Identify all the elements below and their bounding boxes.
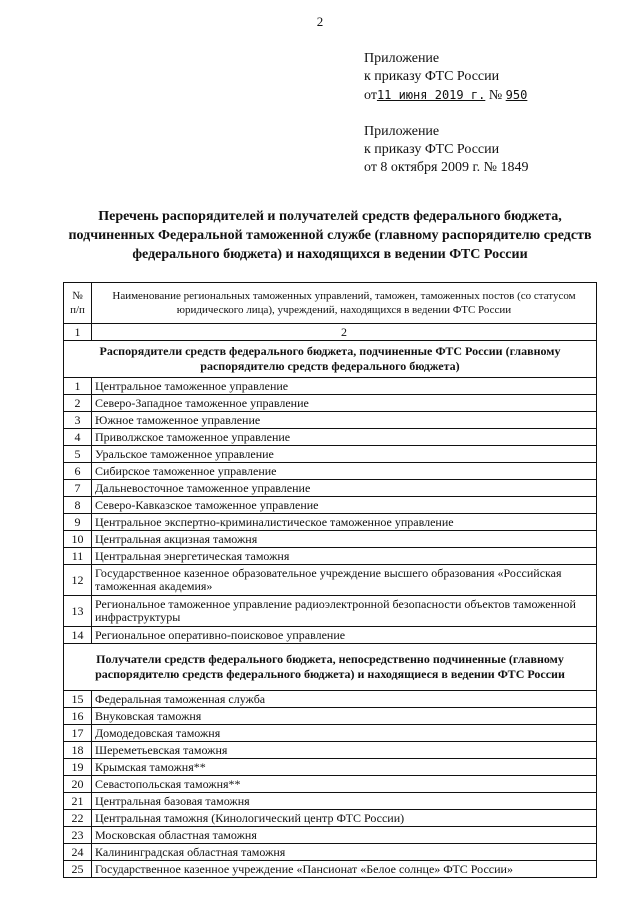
annex-date-prefix: от [364, 88, 377, 103]
section-heading-recipients: Получатели средств федерального бюджета, непосредственно подчиненные (главному распорядителю средств федерального бюджета) и находящиеся в ведении ФТС России [64, 644, 597, 691]
table-row [64, 497, 597, 514]
row-name: Южное таможенное управление [92, 412, 597, 429]
table-row [64, 776, 597, 793]
row-name: Центральная базовая таможня [92, 793, 597, 810]
document-title: Перечень распорядителей и получателей средств федерального бюджета, подчиненных Федеральной таможенной службе (главному распорядителю средств федерального бюджета) и находящихся в ведении ФТС России [68, 209, 592, 262]
row-name: Государственное казенное образовательное учреждение высшего образования «Российская таможенная академия» [92, 565, 597, 596]
row-number: 20 [64, 776, 92, 793]
row-name: Центральная таможня (Кинологический центр ФТС России) [92, 810, 597, 827]
col-num-1: 1 [64, 324, 92, 341]
annex-date: 11 июня 2019 г. [376, 88, 486, 102]
row-number: 3 [64, 412, 92, 429]
annex-current-title: Приложение [364, 51, 440, 66]
annex-number-prefix: № [488, 88, 503, 103]
table-row [64, 861, 597, 878]
row-number: 10 [64, 531, 92, 548]
table-row [64, 531, 597, 548]
table-row [64, 412, 597, 429]
row-name: Региональное оперативно-поисковое управление [92, 627, 597, 644]
table-row [64, 480, 597, 497]
row-number: 19 [64, 759, 92, 776]
table-row [64, 793, 597, 810]
row-name: Уральское таможенное управление [92, 446, 597, 463]
row-name: Федеральная таможенная служба [92, 691, 597, 708]
row-name: Северо-Кавказское таможенное управление [92, 497, 597, 514]
row-number: 22 [64, 810, 92, 827]
row-name: Государственное казенное учреждение «Пансионат «Белое солнце» ФТС России» [92, 861, 597, 878]
row-number: 6 [64, 463, 92, 480]
table-row [64, 378, 597, 395]
row-number: 23 [64, 827, 92, 844]
row-number: 13 [64, 596, 92, 627]
header-num: № п/п [64, 283, 92, 324]
row-number: 2 [64, 395, 92, 412]
row-name: Центральная энергетическая таможня [92, 548, 597, 565]
annex-current-order: к приказу ФТС России [364, 69, 500, 84]
row-number: 25 [64, 861, 92, 878]
table-row [64, 725, 597, 742]
table-row [64, 691, 597, 708]
row-name: Приволжское таможенное управление [92, 429, 597, 446]
row-name: Калининградская областная таможня [92, 844, 597, 861]
table-row [64, 627, 597, 644]
row-name: Московская областная таможня [92, 827, 597, 844]
row-number: 5 [64, 446, 92, 463]
table-row [64, 446, 597, 463]
table-row [64, 759, 597, 776]
table-row [64, 395, 597, 412]
row-name: Домодедовская таможня [92, 725, 597, 742]
row-name: Внуковская таможня [92, 708, 597, 725]
row-number: 21 [64, 793, 92, 810]
row-number: 15 [64, 691, 92, 708]
row-name: Крымская таможня** [92, 759, 597, 776]
row-number: 16 [64, 708, 92, 725]
row-number: 9 [64, 514, 92, 531]
table-row [64, 429, 597, 446]
row-number: 12 [64, 565, 92, 596]
row-number: 14 [64, 627, 92, 644]
annex-original-title: Приложение [364, 124, 440, 139]
row-name: Центральное таможенное управление [92, 378, 597, 395]
col-num-2: 2 [92, 324, 597, 341]
header-name: Наименование региональных таможенных управлений, таможен, таможенных постов (со статусом юридического лица), учреждений, находящихся в ведении ФТС России [92, 283, 597, 324]
row-number: 8 [64, 497, 92, 514]
row-name: Региональное таможенное управление радиоэлектронной безопасности объектов таможенной инфраструктуры [92, 596, 597, 627]
row-number: 7 [64, 480, 92, 497]
budget-table [63, 282, 597, 878]
annex-number: 950 [505, 88, 528, 102]
annex-original [364, 123, 529, 177]
row-number: 17 [64, 725, 92, 742]
row-number: 1 [64, 378, 92, 395]
table-row [64, 827, 597, 844]
row-number: 24 [64, 844, 92, 861]
annex-current-date-line [364, 86, 527, 105]
page-number: 2 [316, 14, 324, 29]
row-name: Северо-Западное таможенное управление [92, 395, 597, 412]
table-row [64, 810, 597, 827]
row-number: 11 [64, 548, 92, 565]
row-name: Центральное экспертно-криминалистическое таможенное управление [92, 514, 597, 531]
row-number: 4 [64, 429, 92, 446]
row-number: 18 [64, 742, 92, 759]
table-row [64, 844, 597, 861]
row-name: Шереметьевская таможня [92, 742, 597, 759]
table-row [64, 742, 597, 759]
annex-current [364, 50, 527, 105]
table-row [64, 463, 597, 480]
row-name: Центральная акцизная таможня [92, 531, 597, 548]
table-row [64, 565, 597, 596]
table-row [64, 708, 597, 725]
table-row [64, 596, 597, 627]
annex-original-order: к приказу ФТС России [364, 142, 500, 157]
table-row [64, 514, 597, 531]
table-row [64, 548, 597, 565]
row-name: Дальневосточное таможенное управление [92, 480, 597, 497]
row-name: Севастопольская таможня** [92, 776, 597, 793]
section-heading-managers: Распорядители средств федерального бюджета, подчиненные ФТС России (главному распорядителю средств федерального бюджета) [64, 341, 597, 378]
row-name: Сибирское таможенное управление [92, 463, 597, 480]
annex-original-date: от 8 октября 2009 г. № 1849 [364, 160, 529, 175]
